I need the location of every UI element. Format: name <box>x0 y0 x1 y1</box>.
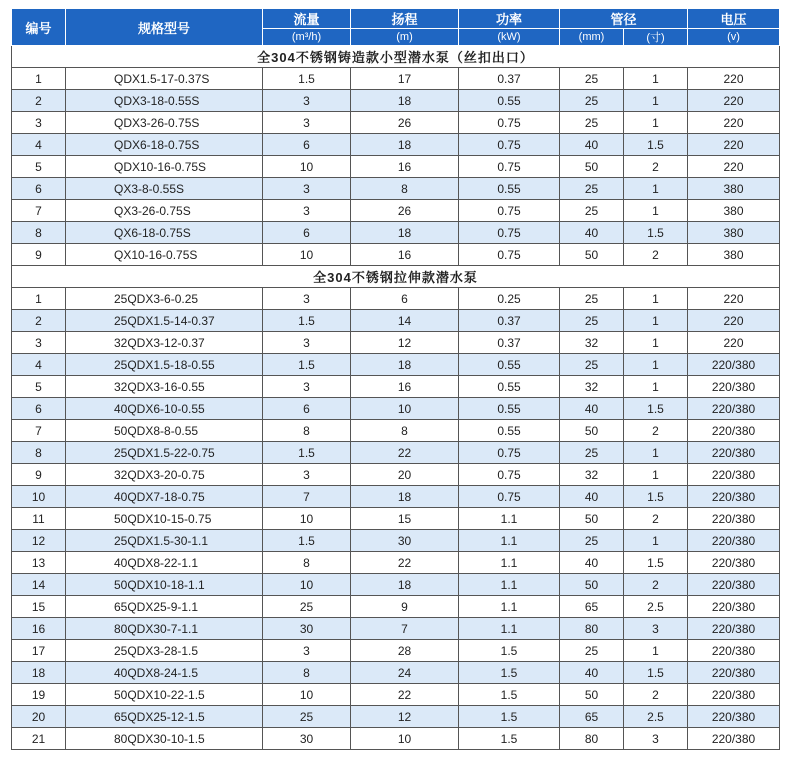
col-unit-power: (kW) <box>459 29 560 46</box>
cell-pipe-mm: 50 <box>560 244 624 266</box>
col-header-voltage: 电压 <box>688 9 780 29</box>
cell-no: 10 <box>12 486 66 508</box>
cell-model: QX3-8-0.55S <box>66 178 263 200</box>
cell-pipe-inch: 1 <box>624 310 688 332</box>
cell-model: 25QDX1.5-14-0.37 <box>66 310 263 332</box>
table-row <box>12 376 780 398</box>
cell-head: 8 <box>351 420 459 442</box>
cell-head: 8 <box>351 178 459 200</box>
cell-no: 5 <box>12 156 66 178</box>
cell-pipe-inch: 2 <box>624 684 688 706</box>
cell-model: 32QDX3-12-0.37 <box>66 332 263 354</box>
cell-no: 14 <box>12 574 66 596</box>
cell-voltage: 220 <box>688 112 780 134</box>
cell-head: 9 <box>351 596 459 618</box>
cell-model: QX6-18-0.75S <box>66 222 263 244</box>
table-row <box>12 684 780 706</box>
cell-flow: 30 <box>263 618 351 640</box>
cell-pipe-inch: 3 <box>624 728 688 750</box>
cell-power: 1.5 <box>459 728 560 750</box>
cell-power: 1.1 <box>459 552 560 574</box>
cell-pipe-mm: 25 <box>560 178 624 200</box>
col-header-pipe: 管径 <box>560 9 688 29</box>
cell-model: QDX3-26-0.75S <box>66 112 263 134</box>
table-row <box>12 178 780 200</box>
cell-voltage: 220/380 <box>688 552 780 574</box>
cell-pipe-mm: 40 <box>560 134 624 156</box>
cell-head: 18 <box>351 134 459 156</box>
table-row <box>12 442 780 464</box>
cell-head: 12 <box>351 332 459 354</box>
col-unit-flow: (m³/h) <box>263 29 351 46</box>
table-row <box>12 156 780 178</box>
cell-pipe-inch: 1 <box>624 288 688 310</box>
cell-pipe-mm: 50 <box>560 156 624 178</box>
cell-power: 0.37 <box>459 68 560 90</box>
table-row <box>12 90 780 112</box>
cell-pipe-mm: 40 <box>560 662 624 684</box>
cell-voltage: 220/380 <box>688 420 780 442</box>
cell-power: 1.5 <box>459 640 560 662</box>
cell-pipe-mm: 25 <box>560 310 624 332</box>
table-row <box>12 420 780 442</box>
cell-no: 4 <box>12 354 66 376</box>
cell-no: 5 <box>12 376 66 398</box>
cell-voltage: 220/380 <box>688 398 780 420</box>
cell-pipe-inch: 1.5 <box>624 552 688 574</box>
table-row <box>12 222 780 244</box>
cell-head: 18 <box>351 90 459 112</box>
cell-model: 40QDX8-22-1.1 <box>66 552 263 574</box>
cell-pipe-inch: 1 <box>624 354 688 376</box>
cell-head: 24 <box>351 662 459 684</box>
cell-head: 16 <box>351 244 459 266</box>
cell-pipe-mm: 50 <box>560 574 624 596</box>
table-row <box>12 486 780 508</box>
section-title: 全304不锈钢拉伸款潜水泵 <box>12 266 780 288</box>
cell-head: 26 <box>351 200 459 222</box>
cell-pipe-inch: 1 <box>624 178 688 200</box>
cell-pipe-mm: 40 <box>560 486 624 508</box>
header-row-1 <box>12 9 780 29</box>
table-row <box>12 552 780 574</box>
cell-voltage: 220/380 <box>688 596 780 618</box>
cell-flow: 1.5 <box>263 310 351 332</box>
cell-model: 65QDX25-9-1.1 <box>66 596 263 618</box>
cell-flow: 8 <box>263 662 351 684</box>
cell-voltage: 220 <box>688 310 780 332</box>
cell-voltage: 220/380 <box>688 508 780 530</box>
cell-pipe-inch: 1.5 <box>624 486 688 508</box>
cell-model: 50QDX10-15-0.75 <box>66 508 263 530</box>
col-unit-head: (m) <box>351 29 459 46</box>
cell-flow: 10 <box>263 684 351 706</box>
table-row <box>12 508 780 530</box>
cell-power: 0.25 <box>459 288 560 310</box>
cell-flow: 25 <box>263 706 351 728</box>
cell-no: 9 <box>12 464 66 486</box>
cell-flow: 10 <box>263 156 351 178</box>
cell-no: 7 <box>12 420 66 442</box>
cell-flow: 1.5 <box>263 68 351 90</box>
cell-pipe-mm: 32 <box>560 376 624 398</box>
cell-pipe-mm: 25 <box>560 112 624 134</box>
table-row <box>12 530 780 552</box>
cell-pipe-inch: 3 <box>624 618 688 640</box>
cell-head: 18 <box>351 574 459 596</box>
cell-flow: 10 <box>263 508 351 530</box>
cell-pipe-inch: 1 <box>624 442 688 464</box>
cell-no: 21 <box>12 728 66 750</box>
cell-pipe-inch: 2 <box>624 574 688 596</box>
cell-pipe-mm: 80 <box>560 618 624 640</box>
cell-pipe-mm: 25 <box>560 68 624 90</box>
cell-no: 11 <box>12 508 66 530</box>
cell-head: 22 <box>351 442 459 464</box>
cell-model: 25QDX1.5-30-1.1 <box>66 530 263 552</box>
cell-model: 50QDX10-22-1.5 <box>66 684 263 706</box>
cell-head: 17 <box>351 68 459 90</box>
cell-voltage: 220/380 <box>688 442 780 464</box>
cell-pipe-mm: 50 <box>560 508 624 530</box>
cell-flow: 3 <box>263 288 351 310</box>
cell-voltage: 220/380 <box>688 376 780 398</box>
cell-no: 8 <box>12 442 66 464</box>
cell-flow: 3 <box>263 200 351 222</box>
col-header-model: 规格型号 <box>66 9 263 46</box>
table-row <box>12 464 780 486</box>
cell-flow: 25 <box>263 596 351 618</box>
cell-model: 25QDX1.5-22-0.75 <box>66 442 263 464</box>
cell-head: 22 <box>351 552 459 574</box>
cell-power: 0.75 <box>459 156 560 178</box>
cell-voltage: 380 <box>688 222 780 244</box>
col-header-flow: 流量 <box>263 9 351 29</box>
cell-flow: 3 <box>263 332 351 354</box>
table-row <box>12 398 780 420</box>
cell-pipe-inch: 2 <box>624 244 688 266</box>
cell-model: 25QDX1.5-18-0.55 <box>66 354 263 376</box>
cell-voltage: 380 <box>688 244 780 266</box>
cell-voltage: 220/380 <box>688 486 780 508</box>
cell-model: 65QDX25-12-1.5 <box>66 706 263 728</box>
cell-flow: 6 <box>263 134 351 156</box>
cell-head: 28 <box>351 640 459 662</box>
cell-no: 17 <box>12 640 66 662</box>
table-row <box>12 200 780 222</box>
cell-voltage: 220 <box>688 332 780 354</box>
spec-table-container <box>11 8 779 750</box>
cell-head: 20 <box>351 464 459 486</box>
cell-flow: 3 <box>263 178 351 200</box>
table-row <box>12 310 780 332</box>
cell-model: QDX3-18-0.55S <box>66 90 263 112</box>
cell-no: 1 <box>12 68 66 90</box>
cell-power: 0.37 <box>459 332 560 354</box>
cell-model: QX10-16-0.75S <box>66 244 263 266</box>
cell-power: 0.37 <box>459 310 560 332</box>
section-title-row <box>12 266 780 288</box>
cell-model: QDX1.5-17-0.37S <box>66 68 263 90</box>
cell-voltage: 380 <box>688 200 780 222</box>
table-row <box>12 244 780 266</box>
cell-model: 32QDX3-20-0.75 <box>66 464 263 486</box>
cell-head: 6 <box>351 288 459 310</box>
cell-pipe-inch: 1.5 <box>624 134 688 156</box>
cell-no: 16 <box>12 618 66 640</box>
col-header-power: 功率 <box>459 9 560 29</box>
cell-no: 19 <box>12 684 66 706</box>
cell-power: 0.55 <box>459 398 560 420</box>
cell-no: 7 <box>12 200 66 222</box>
col-unit-pipe-inch: (寸) <box>624 29 688 46</box>
cell-voltage: 380 <box>688 178 780 200</box>
cell-flow: 10 <box>263 244 351 266</box>
col-header-no: 编号 <box>12 9 66 46</box>
cell-pipe-mm: 25 <box>560 354 624 376</box>
cell-head: 18 <box>351 354 459 376</box>
cell-model: 25QDX3-28-1.5 <box>66 640 263 662</box>
cell-power: 1.1 <box>459 596 560 618</box>
cell-voltage: 220/380 <box>688 464 780 486</box>
cell-voltage: 220/380 <box>688 530 780 552</box>
cell-power: 1.1 <box>459 508 560 530</box>
cell-power: 0.55 <box>459 376 560 398</box>
cell-no: 20 <box>12 706 66 728</box>
table-row <box>12 728 780 750</box>
cell-power: 1.1 <box>459 530 560 552</box>
table-row <box>12 574 780 596</box>
cell-no: 1 <box>12 288 66 310</box>
cell-pipe-inch: 1 <box>624 200 688 222</box>
cell-power: 0.55 <box>459 420 560 442</box>
cell-pipe-mm: 40 <box>560 552 624 574</box>
cell-pipe-mm: 25 <box>560 640 624 662</box>
cell-pipe-mm: 40 <box>560 398 624 420</box>
cell-model: 25QDX3-6-0.25 <box>66 288 263 310</box>
cell-pipe-inch: 1 <box>624 68 688 90</box>
table-row <box>12 662 780 684</box>
section-title-row <box>12 46 780 68</box>
col-unit-pipe-mm: (mm) <box>560 29 624 46</box>
cell-pipe-mm: 50 <box>560 420 624 442</box>
cell-pipe-inch: 1.5 <box>624 222 688 244</box>
cell-pipe-mm: 40 <box>560 222 624 244</box>
cell-head: 26 <box>351 112 459 134</box>
cell-flow: 3 <box>263 376 351 398</box>
cell-pipe-inch: 2.5 <box>624 706 688 728</box>
table-row <box>12 706 780 728</box>
cell-power: 0.75 <box>459 464 560 486</box>
cell-power: 1.5 <box>459 684 560 706</box>
cell-pipe-inch: 2.5 <box>624 596 688 618</box>
cell-flow: 3 <box>263 112 351 134</box>
cell-power: 0.55 <box>459 178 560 200</box>
cell-no: 3 <box>12 332 66 354</box>
cell-no: 2 <box>12 90 66 112</box>
cell-head: 15 <box>351 508 459 530</box>
cell-pipe-inch: 1 <box>624 464 688 486</box>
cell-pipe-mm: 65 <box>560 706 624 728</box>
cell-no: 13 <box>12 552 66 574</box>
cell-model: 40QDX7-18-0.75 <box>66 486 263 508</box>
cell-power: 1.5 <box>459 662 560 684</box>
cell-voltage: 220 <box>688 90 780 112</box>
cell-power: 0.75 <box>459 244 560 266</box>
cell-no: 18 <box>12 662 66 684</box>
cell-voltage: 220/380 <box>688 662 780 684</box>
cell-power: 0.55 <box>459 90 560 112</box>
cell-flow: 8 <box>263 552 351 574</box>
cell-voltage: 220 <box>688 134 780 156</box>
cell-head: 14 <box>351 310 459 332</box>
table-row <box>12 618 780 640</box>
cell-pipe-inch: 1.5 <box>624 662 688 684</box>
cell-flow: 7 <box>263 486 351 508</box>
cell-pipe-mm: 32 <box>560 464 624 486</box>
cell-voltage: 220 <box>688 156 780 178</box>
cell-pipe-inch: 1 <box>624 332 688 354</box>
table-row <box>12 596 780 618</box>
cell-pipe-inch: 2 <box>624 156 688 178</box>
table-row <box>12 354 780 376</box>
cell-model: 32QDX3-16-0.55 <box>66 376 263 398</box>
table-body <box>12 46 780 750</box>
cell-head: 7 <box>351 618 459 640</box>
cell-flow: 3 <box>263 464 351 486</box>
cell-voltage: 220/380 <box>688 640 780 662</box>
cell-power: 0.75 <box>459 134 560 156</box>
cell-head: 18 <box>351 486 459 508</box>
col-header-head: 扬程 <box>351 9 459 29</box>
cell-pipe-inch: 1 <box>624 530 688 552</box>
cell-voltage: 220/380 <box>688 354 780 376</box>
cell-no: 4 <box>12 134 66 156</box>
cell-flow: 30 <box>263 728 351 750</box>
cell-no: 8 <box>12 222 66 244</box>
cell-model: QDX10-16-0.75S <box>66 156 263 178</box>
cell-no: 15 <box>12 596 66 618</box>
cell-model: 40QDX8-24-1.5 <box>66 662 263 684</box>
cell-head: 18 <box>351 222 459 244</box>
table-row <box>12 288 780 310</box>
table-row <box>12 68 780 90</box>
cell-head: 22 <box>351 684 459 706</box>
cell-pipe-inch: 1 <box>624 112 688 134</box>
cell-voltage: 220/380 <box>688 574 780 596</box>
cell-flow: 3 <box>263 90 351 112</box>
cell-no: 6 <box>12 178 66 200</box>
cell-pipe-mm: 25 <box>560 442 624 464</box>
cell-model: QX3-26-0.75S <box>66 200 263 222</box>
cell-power: 0.75 <box>459 200 560 222</box>
cell-voltage: 220 <box>688 68 780 90</box>
cell-head: 10 <box>351 728 459 750</box>
cell-pipe-mm: 65 <box>560 596 624 618</box>
cell-model: 50QDX10-18-1.1 <box>66 574 263 596</box>
cell-voltage: 220 <box>688 288 780 310</box>
cell-flow: 6 <box>263 398 351 420</box>
cell-no: 9 <box>12 244 66 266</box>
cell-voltage: 220/380 <box>688 618 780 640</box>
cell-flow: 3 <box>263 640 351 662</box>
cell-pipe-inch: 1 <box>624 376 688 398</box>
cell-flow: 1.5 <box>263 354 351 376</box>
cell-pipe-inch: 2 <box>624 508 688 530</box>
cell-head: 16 <box>351 376 459 398</box>
cell-pipe-mm: 80 <box>560 728 624 750</box>
cell-model: 50QDX8-8-0.55 <box>66 420 263 442</box>
cell-voltage: 220/380 <box>688 706 780 728</box>
cell-model: 80QDX30-7-1.1 <box>66 618 263 640</box>
cell-pipe-inch: 1.5 <box>624 398 688 420</box>
cell-voltage: 220/380 <box>688 684 780 706</box>
cell-no: 3 <box>12 112 66 134</box>
cell-pipe-mm: 25 <box>560 90 624 112</box>
cell-head: 10 <box>351 398 459 420</box>
cell-pipe-inch: 1 <box>624 640 688 662</box>
cell-head: 16 <box>351 156 459 178</box>
cell-pipe-mm: 32 <box>560 332 624 354</box>
cell-pipe-mm: 25 <box>560 530 624 552</box>
cell-head: 30 <box>351 530 459 552</box>
section-title: 全304不锈钢铸造款小型潜水泵（丝扣出口） <box>12 46 780 68</box>
cell-power: 0.75 <box>459 222 560 244</box>
cell-flow: 6 <box>263 222 351 244</box>
cell-head: 12 <box>351 706 459 728</box>
cell-power: 1.5 <box>459 706 560 728</box>
cell-power: 1.1 <box>459 618 560 640</box>
cell-flow: 10 <box>263 574 351 596</box>
table-row <box>12 134 780 156</box>
cell-voltage: 220/380 <box>688 728 780 750</box>
cell-no: 6 <box>12 398 66 420</box>
cell-no: 12 <box>12 530 66 552</box>
cell-power: 0.75 <box>459 442 560 464</box>
col-unit-voltage: (v) <box>688 29 780 46</box>
cell-no: 2 <box>12 310 66 332</box>
cell-power: 1.1 <box>459 574 560 596</box>
cell-flow: 8 <box>263 420 351 442</box>
cell-pipe-mm: 50 <box>560 684 624 706</box>
table-row <box>12 640 780 662</box>
cell-model: 40QDX6-10-0.55 <box>66 398 263 420</box>
table-row <box>12 112 780 134</box>
cell-flow: 1.5 <box>263 442 351 464</box>
cell-power: 0.55 <box>459 354 560 376</box>
table-row <box>12 332 780 354</box>
cell-pipe-inch: 1 <box>624 90 688 112</box>
cell-model: 80QDX30-10-1.5 <box>66 728 263 750</box>
pump-spec-table <box>11 8 780 750</box>
cell-power: 0.75 <box>459 112 560 134</box>
cell-model: QDX6-18-0.75S <box>66 134 263 156</box>
cell-pipe-mm: 25 <box>560 288 624 310</box>
cell-pipe-inch: 2 <box>624 420 688 442</box>
cell-pipe-mm: 25 <box>560 200 624 222</box>
cell-power: 0.75 <box>459 486 560 508</box>
cell-flow: 1.5 <box>263 530 351 552</box>
